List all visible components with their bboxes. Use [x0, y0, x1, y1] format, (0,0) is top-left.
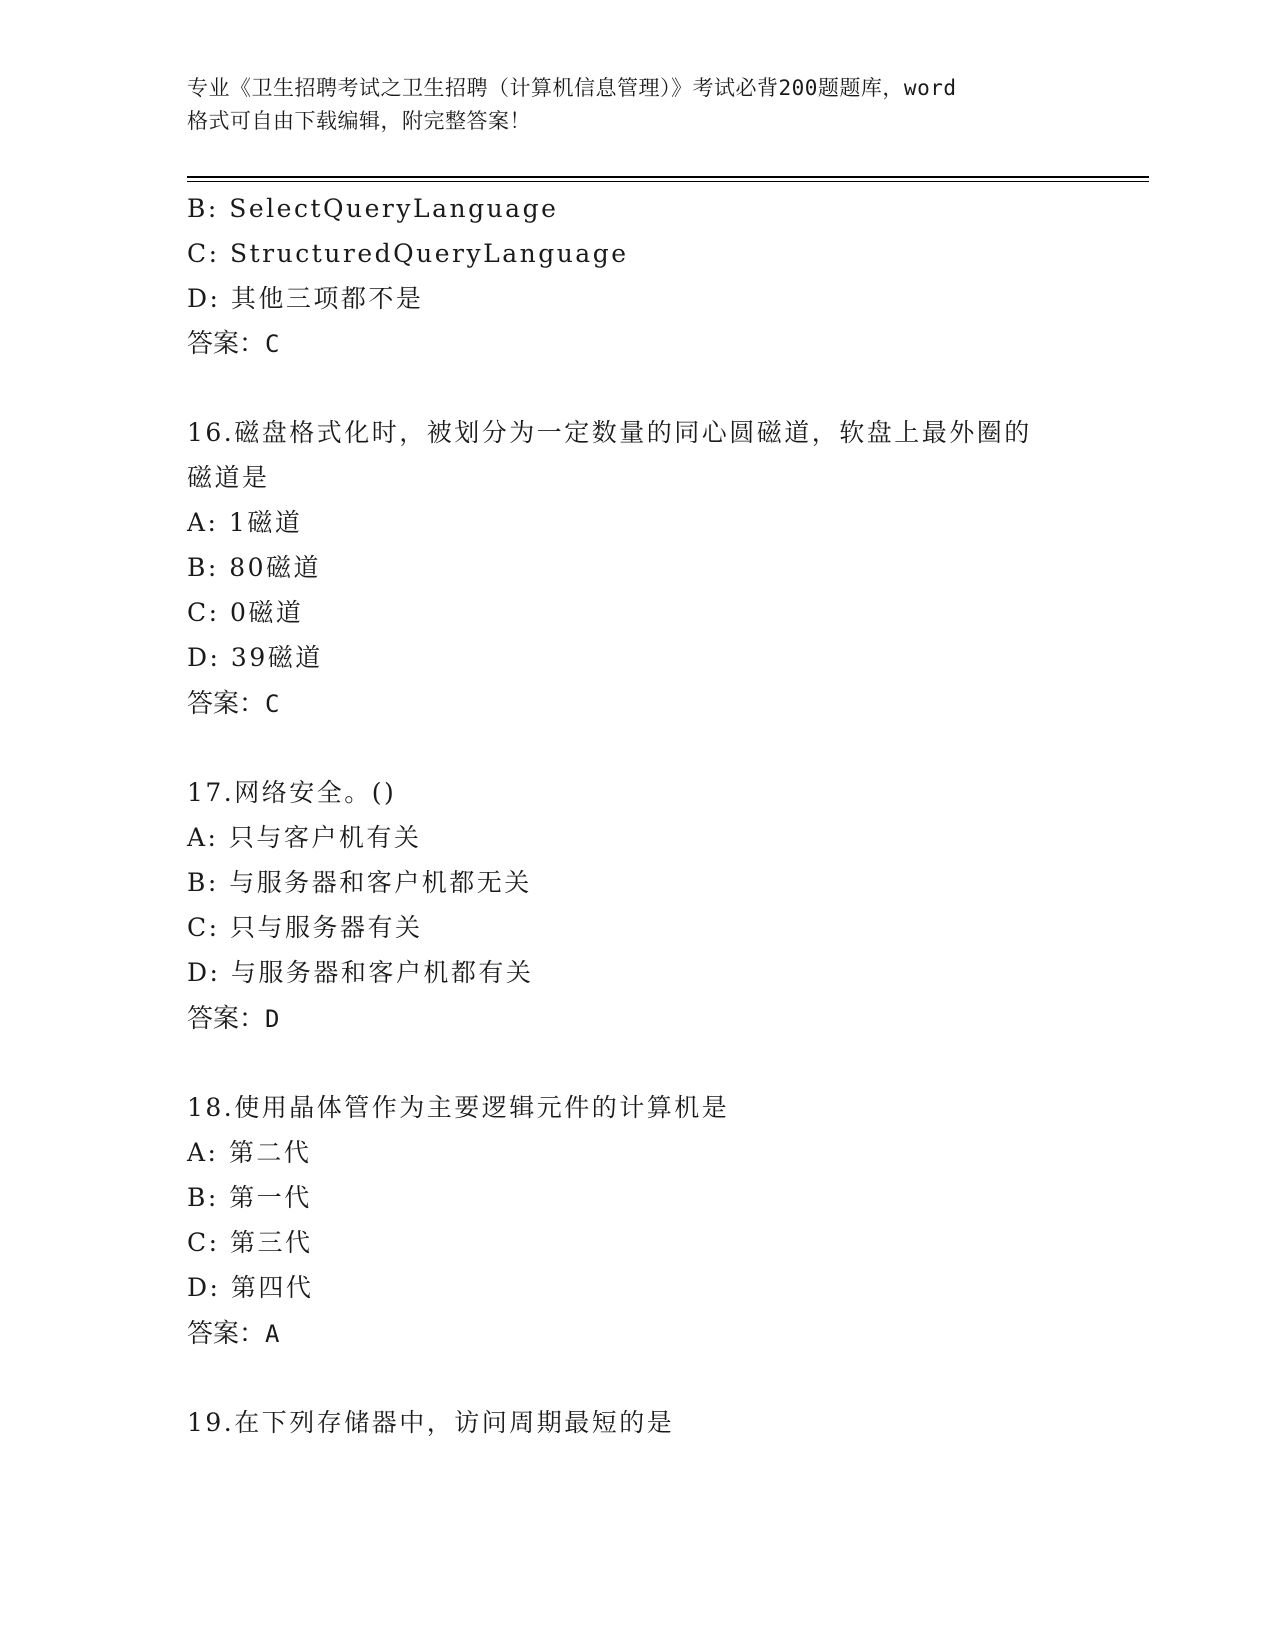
q15-option-c: C: StructuredQueryLanguage [187, 239, 629, 268]
q18-option-d: D: 第四代 [187, 1273, 314, 1302]
answer-label: 答案： [187, 1004, 266, 1034]
q16-answer [187, 688, 279, 720]
answer-value: C [265, 330, 280, 358]
q18-option-a: A: 第二代 [187, 1138, 312, 1167]
q16-option-c: C: 0磁道 [187, 598, 304, 627]
q17-option-c: C: 只与服务器有关 [187, 913, 423, 942]
header-divider-thin [187, 181, 1149, 182]
q17-answer [187, 1003, 279, 1035]
q17-option-d: D: 与服务器和客户机都有关 [187, 958, 534, 987]
q18-option-c: C: 第三代 [187, 1228, 313, 1257]
q16-option-a: A: 1磁道 [187, 508, 303, 537]
header-line-2: 格式可自由下载编辑，附完整答案！ [187, 109, 531, 133]
q15-option-b: B: SelectQueryLanguage [187, 194, 559, 223]
q16-option-b: B: 80磁道 [187, 553, 322, 582]
answer-value: A [265, 1320, 280, 1348]
q17-option-b: B: 与服务器和客户机都无关 [187, 868, 532, 897]
q18-option-b: B: 第一代 [187, 1183, 312, 1212]
q16-stem-line-2: 磁道是 [187, 463, 270, 492]
header-line-1: 专业《卫生招聘考试之卫生招聘（计算机信息管理）》考试必背200题题库，word [187, 76, 957, 100]
answer-label: 答案： [187, 329, 266, 359]
q15-option-d: D: 其他三项都不是 [187, 284, 424, 313]
q19-stem: 19.在下列存储器中，访问周期最短的是 [187, 1408, 675, 1437]
q18-answer [187, 1318, 279, 1350]
answer-label: 答案： [187, 689, 266, 719]
answer-label: 答案： [187, 1319, 266, 1349]
header-divider-thick [187, 176, 1149, 178]
q16-stem-line-1: 16.磁盘格式化时，被划分为一定数量的同心圆磁道，软盘上最外圈的 [187, 418, 1032, 447]
q17-option-a: A: 只与客户机有关 [187, 823, 422, 852]
q18-stem: 18.使用晶体管作为主要逻辑元件的计算机是 [187, 1093, 730, 1122]
q15-answer [187, 328, 279, 360]
answer-value: C [265, 690, 280, 718]
answer-value: D [265, 1005, 280, 1033]
document-header [187, 72, 1087, 138]
q17-stem: 17.网络安全。() [187, 778, 397, 807]
q16-option-d: D: 39磁道 [187, 643, 323, 672]
